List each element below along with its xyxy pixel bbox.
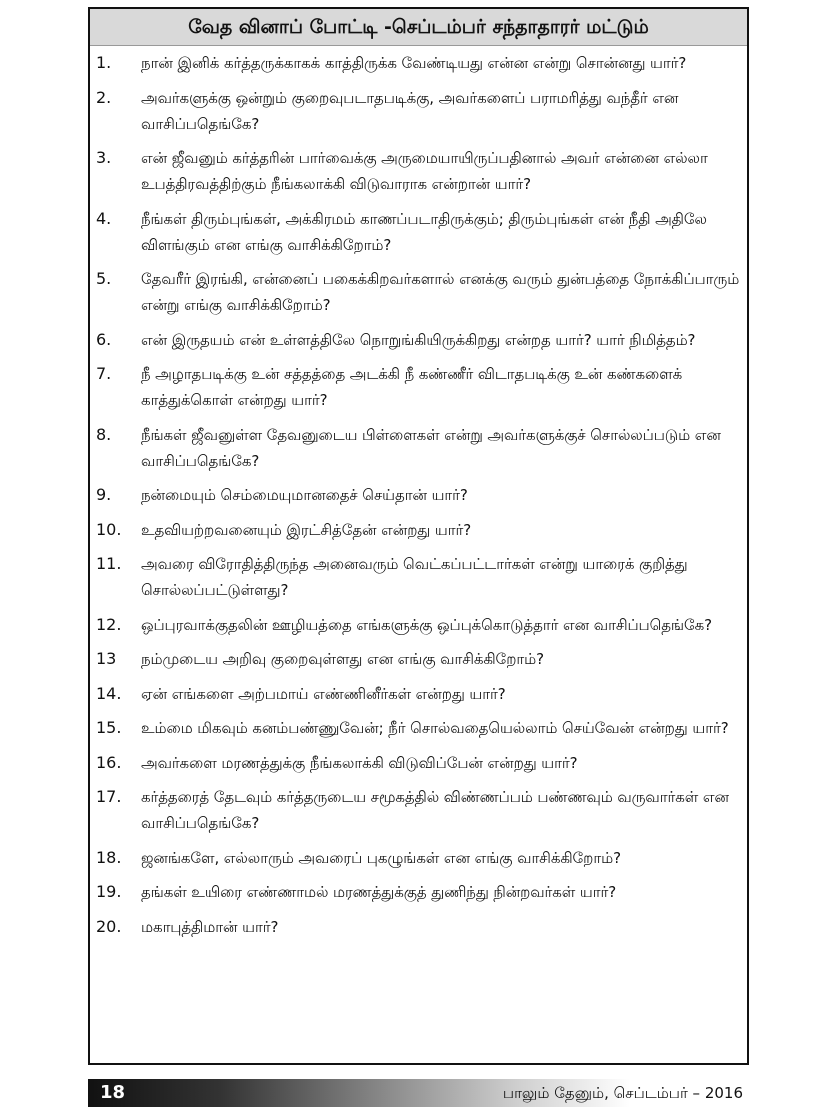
question-item — [90, 551, 747, 603]
question-text: ஒப்புரவாக்குதலின் ஊழியத்தை எங்களுக்கு ஒப்புக்கொடுத்தார் என வாசிப்பதெங்கே? — [141, 615, 712, 634]
question-text: மகாபுத்திமான் யார்? — [141, 917, 279, 936]
footer-publication-text: பாலும் தேனும், செப்டம்பர் – 2016 — [502, 1084, 743, 1102]
question-text: என் இருதயம் என் உள்ளத்திலே நொறுங்கியிருக்கிறது என்றத யார்? யார் நிமித்தம்? — [141, 330, 696, 349]
question-item — [90, 85, 747, 137]
question-item — [90, 266, 747, 318]
question-number: 18. — [96, 847, 122, 867]
question-item — [90, 612, 747, 638]
question-text: அவரை விரோதித்திருந்த அனைவரும் வெட்கப்பட்டார்கள் என்று யாரைக் குறித்து சொல்லப்பட்டுள்ளது? — [141, 555, 688, 599]
question-number: 16. — [96, 752, 122, 772]
question-text: நீங்கள் ஜீவனுள்ள தேவனுடைய பிள்ளைகள் என்று அவர்களுக்குச் சொல்லப்படும் என வாசிப்பதெங்கே? — [141, 425, 721, 470]
question-text: கர்த்தரைத் தேடவும் கர்த்தருடைய சமூகத்தில் விண்ணப்பம் பண்ணவும் வருவார்கள் என வாசிப்பதெங்கே? — [141, 788, 729, 832]
question-text: நான் இனிக் கர்த்தருக்காகக் காத்திருக்க வேண்டியது என்ன என்று சொன்னது யார்? — [141, 54, 687, 72]
question-text: தேவரீர் இரங்கி, என்னைப் பகைக்கிறவர்களால் எனக்கு வரும் துன்பத்தை நோக்கிப்பாரும் என்று எங்கு வாசிக்கிறோம்? — [141, 270, 740, 314]
question-number: 11. — [96, 554, 122, 573]
question-text: ஜனங்களே, எல்லாரும் அவரைப் புகழுங்கள் என எங்கு வாசிக்கிறோம்? — [141, 848, 621, 867]
quiz-title: வேத வினாப் போட்டி -செப்டம்பர் சந்தாதாரர் மட்டும் — [90, 9, 747, 46]
question-item — [90, 715, 747, 741]
question-text: என் ஜீவனும் கர்த்தரின் பார்வைக்கு அருமையாயிருப்பதினால் அவர் என்னை எல்லா உபத்திரவத்திற்கும் நீங்கலாக்கி விடுவாராக என்றான் யார்? — [141, 149, 708, 193]
question-number: 4. — [96, 208, 112, 228]
question-number: 14. — [96, 683, 122, 703]
question-number: 13 — [96, 649, 117, 668]
question-number: 1. — [96, 53, 112, 72]
question-number: 7. — [96, 364, 112, 383]
question-text: தங்கள் உயிரை எண்ணாமல் மரணத்துக்குத் துணிந்து நின்றவர்கள் யார்? — [141, 883, 617, 901]
question-text: நீ அழாதபடிக்கு உன் சத்தத்தை அடக்கி நீ கண்ணீர் விடாதபடிக்கு உன் கண்களைக் காத்துக்கொள் என்றது யார்? — [141, 365, 683, 409]
question-item — [90, 206, 747, 258]
question-number: 3. — [96, 148, 112, 167]
question-number: 12. — [96, 614, 122, 634]
question-text: ஏன் எங்களை அற்பமாய் எண்ணினீர்கள் என்றது யார்? — [141, 684, 506, 703]
question-item — [90, 327, 747, 353]
question-item — [90, 845, 747, 871]
question-item — [90, 914, 747, 940]
question-text: நம்முடைய அறிவு குறைவுள்ளது என எங்கு வாசிக்கிறோம்? — [141, 650, 544, 668]
question-text: உதவியற்றவனையும் இரட்சித்தேன் என்றது யார்? — [141, 520, 472, 539]
question-item — [90, 517, 747, 543]
question-item — [90, 750, 747, 776]
question-number: 19. — [96, 882, 122, 901]
question-text: நன்மையும் செம்மையுமானதைச் செய்தான் யார்? — [141, 486, 468, 504]
question-number: 2. — [96, 87, 112, 107]
question-number: 10. — [96, 519, 122, 539]
question-number: 8. — [96, 424, 112, 444]
quiz-box — [88, 7, 749, 1065]
question-item — [90, 681, 747, 707]
question-text: நீங்கள் திரும்புங்கள், அக்கிரமம் காணப்படாதிருக்கும்; திரும்புங்கள் என் நீதி அதிலே விளங்கும் என எங்கு வாசிக்கிறோம்? — [141, 209, 707, 254]
question-item — [90, 879, 747, 905]
question-number: 20. — [96, 916, 122, 936]
question-number: 17. — [96, 787, 122, 806]
question-item — [90, 361, 747, 413]
question-list — [90, 46, 747, 940]
footer-bar — [88, 1079, 749, 1107]
question-item — [90, 784, 747, 836]
question-number: 9. — [96, 485, 112, 504]
page-number: 18 — [100, 1082, 126, 1103]
question-number: 15. — [96, 718, 122, 737]
question-number: 6. — [96, 329, 112, 349]
question-text: அவர்களை மரணத்துக்கு நீங்கலாக்கி விடுவிப்பேன் என்றது யார்? — [141, 753, 578, 772]
question-item — [90, 646, 747, 672]
question-number: 5. — [96, 269, 112, 288]
question-item — [90, 482, 747, 508]
question-text: உம்மை மிகவும் கனம்பண்ணுவேன்; நீர் சொல்வதையெல்லாம் செய்வேன் என்றது யார்? — [141, 719, 729, 737]
question-text: அவர்களுக்கு ஒன்றும் குறைவுபடாதபடிக்கு, அவர்களைப் பராமரித்து வந்தீர் என வாசிப்பதெங்கே? — [141, 88, 679, 133]
question-item — [90, 145, 747, 197]
question-item — [90, 422, 747, 474]
question-item — [90, 50, 747, 76]
